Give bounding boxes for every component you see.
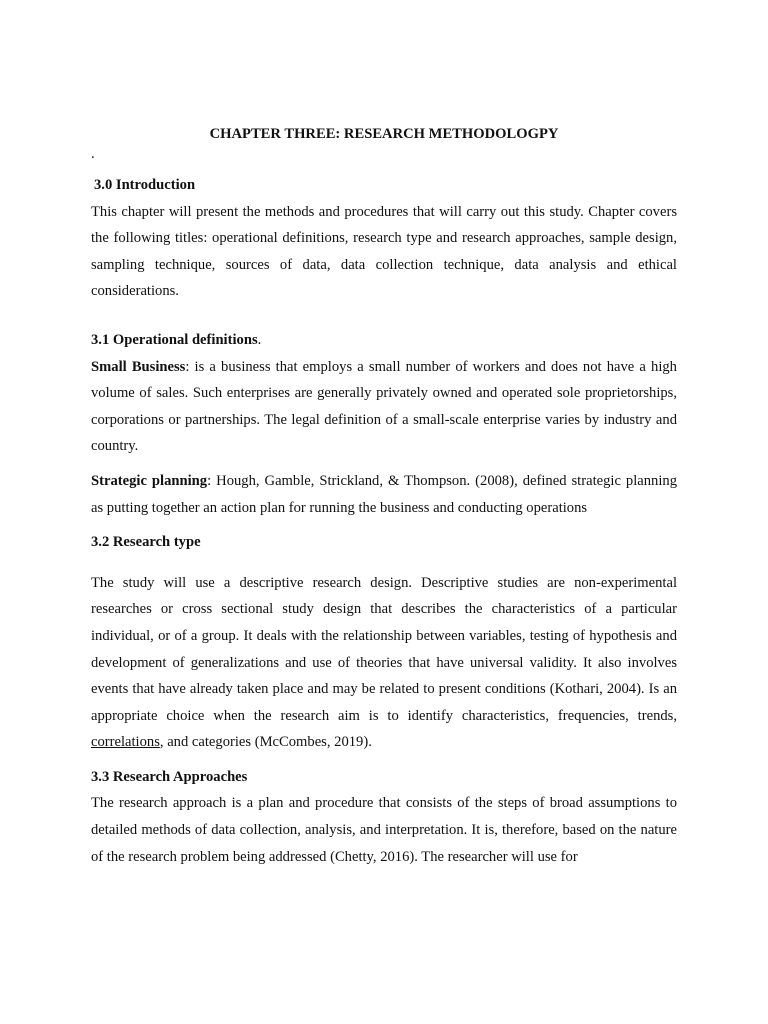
stray-mark: . [91, 146, 95, 162]
definition-small-business-text: : is a business that employs a small number of workers and does not have a high volume of sales. Such enterprises are generally privately owned and operated sole proprietorships, corporations or partnerships. The legal definition of a small-scale enterprise varies by industry and country. [91, 358, 677, 455]
research-approaches-paragraph: The research approach is a plan and procedure that consists of the steps of broad assumptions to detailed methods of data collection, analysis, and interpretation. It is, therefore, based on the nature of the research problem being addressed (Chetty, 2016). The researcher will use for [91, 795, 677, 865]
term-strategic-planning: Strategic planning [91, 472, 208, 489]
correlations-link[interactable]: correlations [91, 734, 160, 751]
definition-strategic-planning [91, 468, 677, 521]
section-heading-research-type: 3.2 Research type [91, 534, 201, 551]
chapter-title: CHAPTER THREE: RESEARCH METHODOLOGPY [209, 126, 559, 142]
introduction-paragraph: This chapter will present the methods and procedures that will carry out this study. Chapter covers the following titles: operational definitions, research type and research approaches, sample design, sampling technique, sources of data, data collection technique, data analysis and ethical considerations. [91, 203, 677, 300]
research-type-text-2: , and categories (McCombes, 2019). [159, 734, 372, 751]
document-content [91, 124, 677, 870]
section-heading-research-approaches: 3.3 Research Approaches [91, 768, 248, 785]
definition-small-business [91, 354, 677, 460]
section-heading-introduction: 3.0 Introduction [94, 177, 196, 193]
term-small-business: Small Business [91, 358, 186, 375]
operational-definitions-heading-period: . [257, 331, 262, 348]
research-type-text-1: The study will use a descriptive research design. Descriptive studies are non-experimental researches or cross sectional study design that describes the characteristics of a particular individual, or of a group. It deals with the relationship between variables, testing of hypothesis and development of generalizations and use of theories that have universal validity. It also involves events that have already taken place and may be related to present conditions (Kothari, 2004). Is an appropriate choice when the research aim is to identify characteristics, frequencies, trends, [91, 574, 677, 724]
research-type-paragraph [91, 570, 677, 756]
definition-strategic-planning-text: : Hough, Gamble, Strickland, & Thompson. (2008), defined strategic planning as putting together an action plan for running the business and conducting operations [91, 472, 678, 516]
section-heading-operational-definitions [91, 327, 677, 354]
operational-definitions-heading-text: 3.1 Operational definitions [91, 331, 258, 348]
